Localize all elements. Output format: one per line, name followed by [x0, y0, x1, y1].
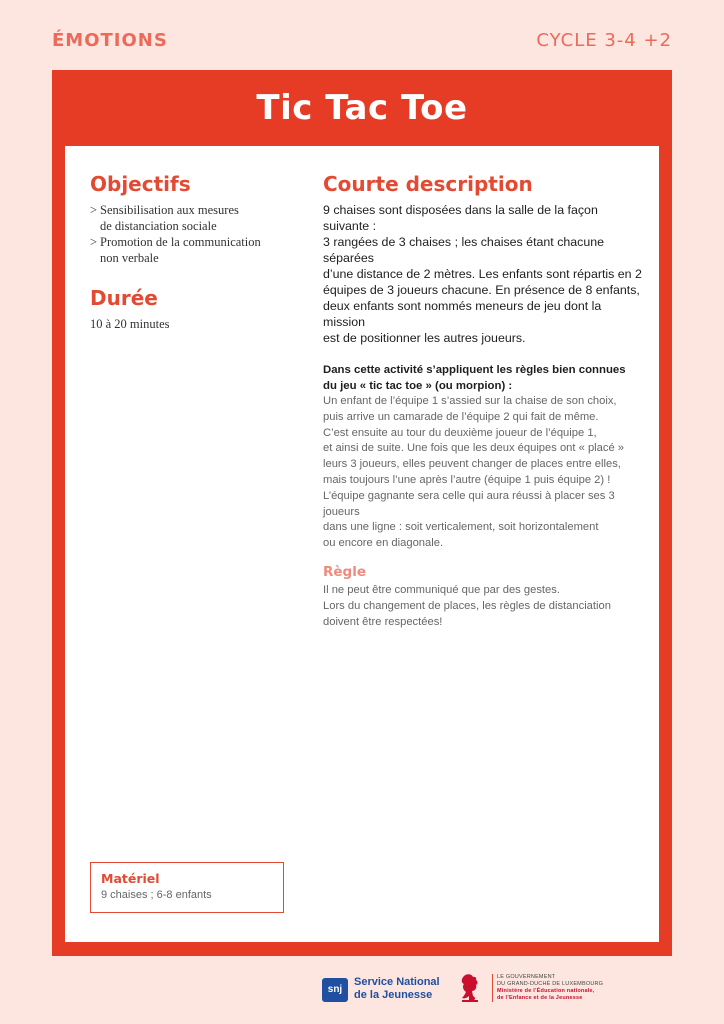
gov-ministry-line: Ministère de l’Éducation nationale,	[497, 988, 595, 994]
rules-intro	[323, 362, 643, 394]
description-line: 9 chaises sont disposées dans la salle de la façon suivante :	[323, 203, 598, 233]
rules-line: puis arrive un camarade de l’équipe 2 qui fait de même.	[323, 410, 599, 423]
description-heading: Courte description	[323, 172, 533, 196]
snj-line: Service National	[354, 976, 440, 988]
cycle-label: CYCLE 3-4 +2	[536, 30, 672, 51]
description-line: 3 rangées de 3 chaises ; les chaises étant chacune séparées	[323, 235, 605, 265]
description-line: est de positionner les autres joueurs.	[323, 331, 526, 345]
regle-heading: Règle	[323, 563, 366, 580]
content-panel	[65, 146, 659, 942]
duree-heading: Durée	[90, 286, 158, 310]
objectif-line: Promotion de la communication	[100, 235, 261, 249]
rules-line: Un enfant de l’équipe 1 s’assied sur la chaise de son choix,	[323, 395, 617, 407]
snj-logo-block	[322, 976, 442, 1004]
right-column	[323, 172, 643, 630]
bullet-arrow-icon: >	[90, 203, 98, 217]
rules-intro-line: Dans cette activité s’appliquent les règles bien connues	[323, 364, 626, 376]
objectif-line: non verbale	[100, 251, 159, 265]
gov-line: LE GOUVERNEMENT	[497, 974, 556, 980]
activity-title: Tic Tac Toe	[256, 88, 468, 128]
objectifs-list	[90, 202, 290, 266]
government-name	[492, 974, 632, 1002]
duree-value: 10 à 20 minutes	[90, 317, 170, 331]
rules-line: C’est ensuite au tour du deuxième joueur de l’équipe 1,	[323, 426, 597, 439]
government-logo-block	[458, 972, 628, 1012]
description-line: d’une distance de 2 mètres. Les enfants sont répartis en 2	[323, 267, 642, 281]
bullet-arrow-icon: >	[90, 235, 98, 249]
materiel-box	[90, 862, 284, 913]
materiel-value: 9 chaises ; 6-8 enfants	[101, 889, 212, 901]
snj-line: de la Jeunesse	[354, 989, 433, 1001]
rules-line: leurs 3 joueurs, elles peuvent changer de places entre elles,	[323, 458, 621, 471]
objectif-line: de distanciation sociale	[100, 219, 217, 233]
gov-ministry-line: de l’Enfance et de la Jeunesse	[497, 995, 583, 1001]
objectif-line: Sensibilisation aux mesures	[100, 203, 239, 217]
category-label: ÉMOTIONS	[52, 30, 168, 51]
regle-text	[323, 583, 643, 630]
objectif-item	[90, 202, 290, 234]
description-text	[323, 202, 643, 346]
red-lion-icon	[458, 972, 482, 1004]
rules-text	[323, 394, 643, 552]
objectif-item	[90, 234, 290, 266]
rules-line: ou encore en diagonale.	[323, 537, 444, 550]
description-line: équipes de 3 joueurs chacune. En présence de 8 enfants,	[323, 283, 640, 297]
rules-line: mais toujours l’une après l’autre (équipe 1 puis équipe 2) !	[323, 473, 611, 486]
description-line: deux enfants sont nommés meneurs de jeu dont la mission	[323, 299, 602, 329]
gov-line: DU GRAND-DUCHÉ DE LUXEMBOURG	[497, 981, 604, 987]
rules-line: et ainsi de suite. Une fois que les deux équipes ont « placé »	[323, 442, 625, 455]
rules-line: L’équipe gagnante sera celle qui aura réussi à placer ses 3 joueurs	[323, 489, 615, 518]
regle-line: Lors du changement de places, les règles de distanciation	[323, 599, 611, 612]
snj-logo-icon: snj	[322, 978, 348, 1002]
regle-line: Il ne peut être communiqué que par des gestes.	[323, 583, 560, 596]
rules-intro-line: du jeu « tic tac toe » (ou morpion) :	[323, 380, 513, 392]
regle-line: doivent être respectées!	[323, 615, 443, 628]
left-column	[90, 172, 290, 332]
objectifs-heading: Objectifs	[90, 172, 191, 196]
snj-name	[354, 976, 444, 1002]
activity-card	[52, 70, 672, 956]
rules-line: dans une ligne : soit verticalement, soit horizontalement	[323, 521, 599, 534]
materiel-heading: Matériel	[101, 871, 160, 886]
